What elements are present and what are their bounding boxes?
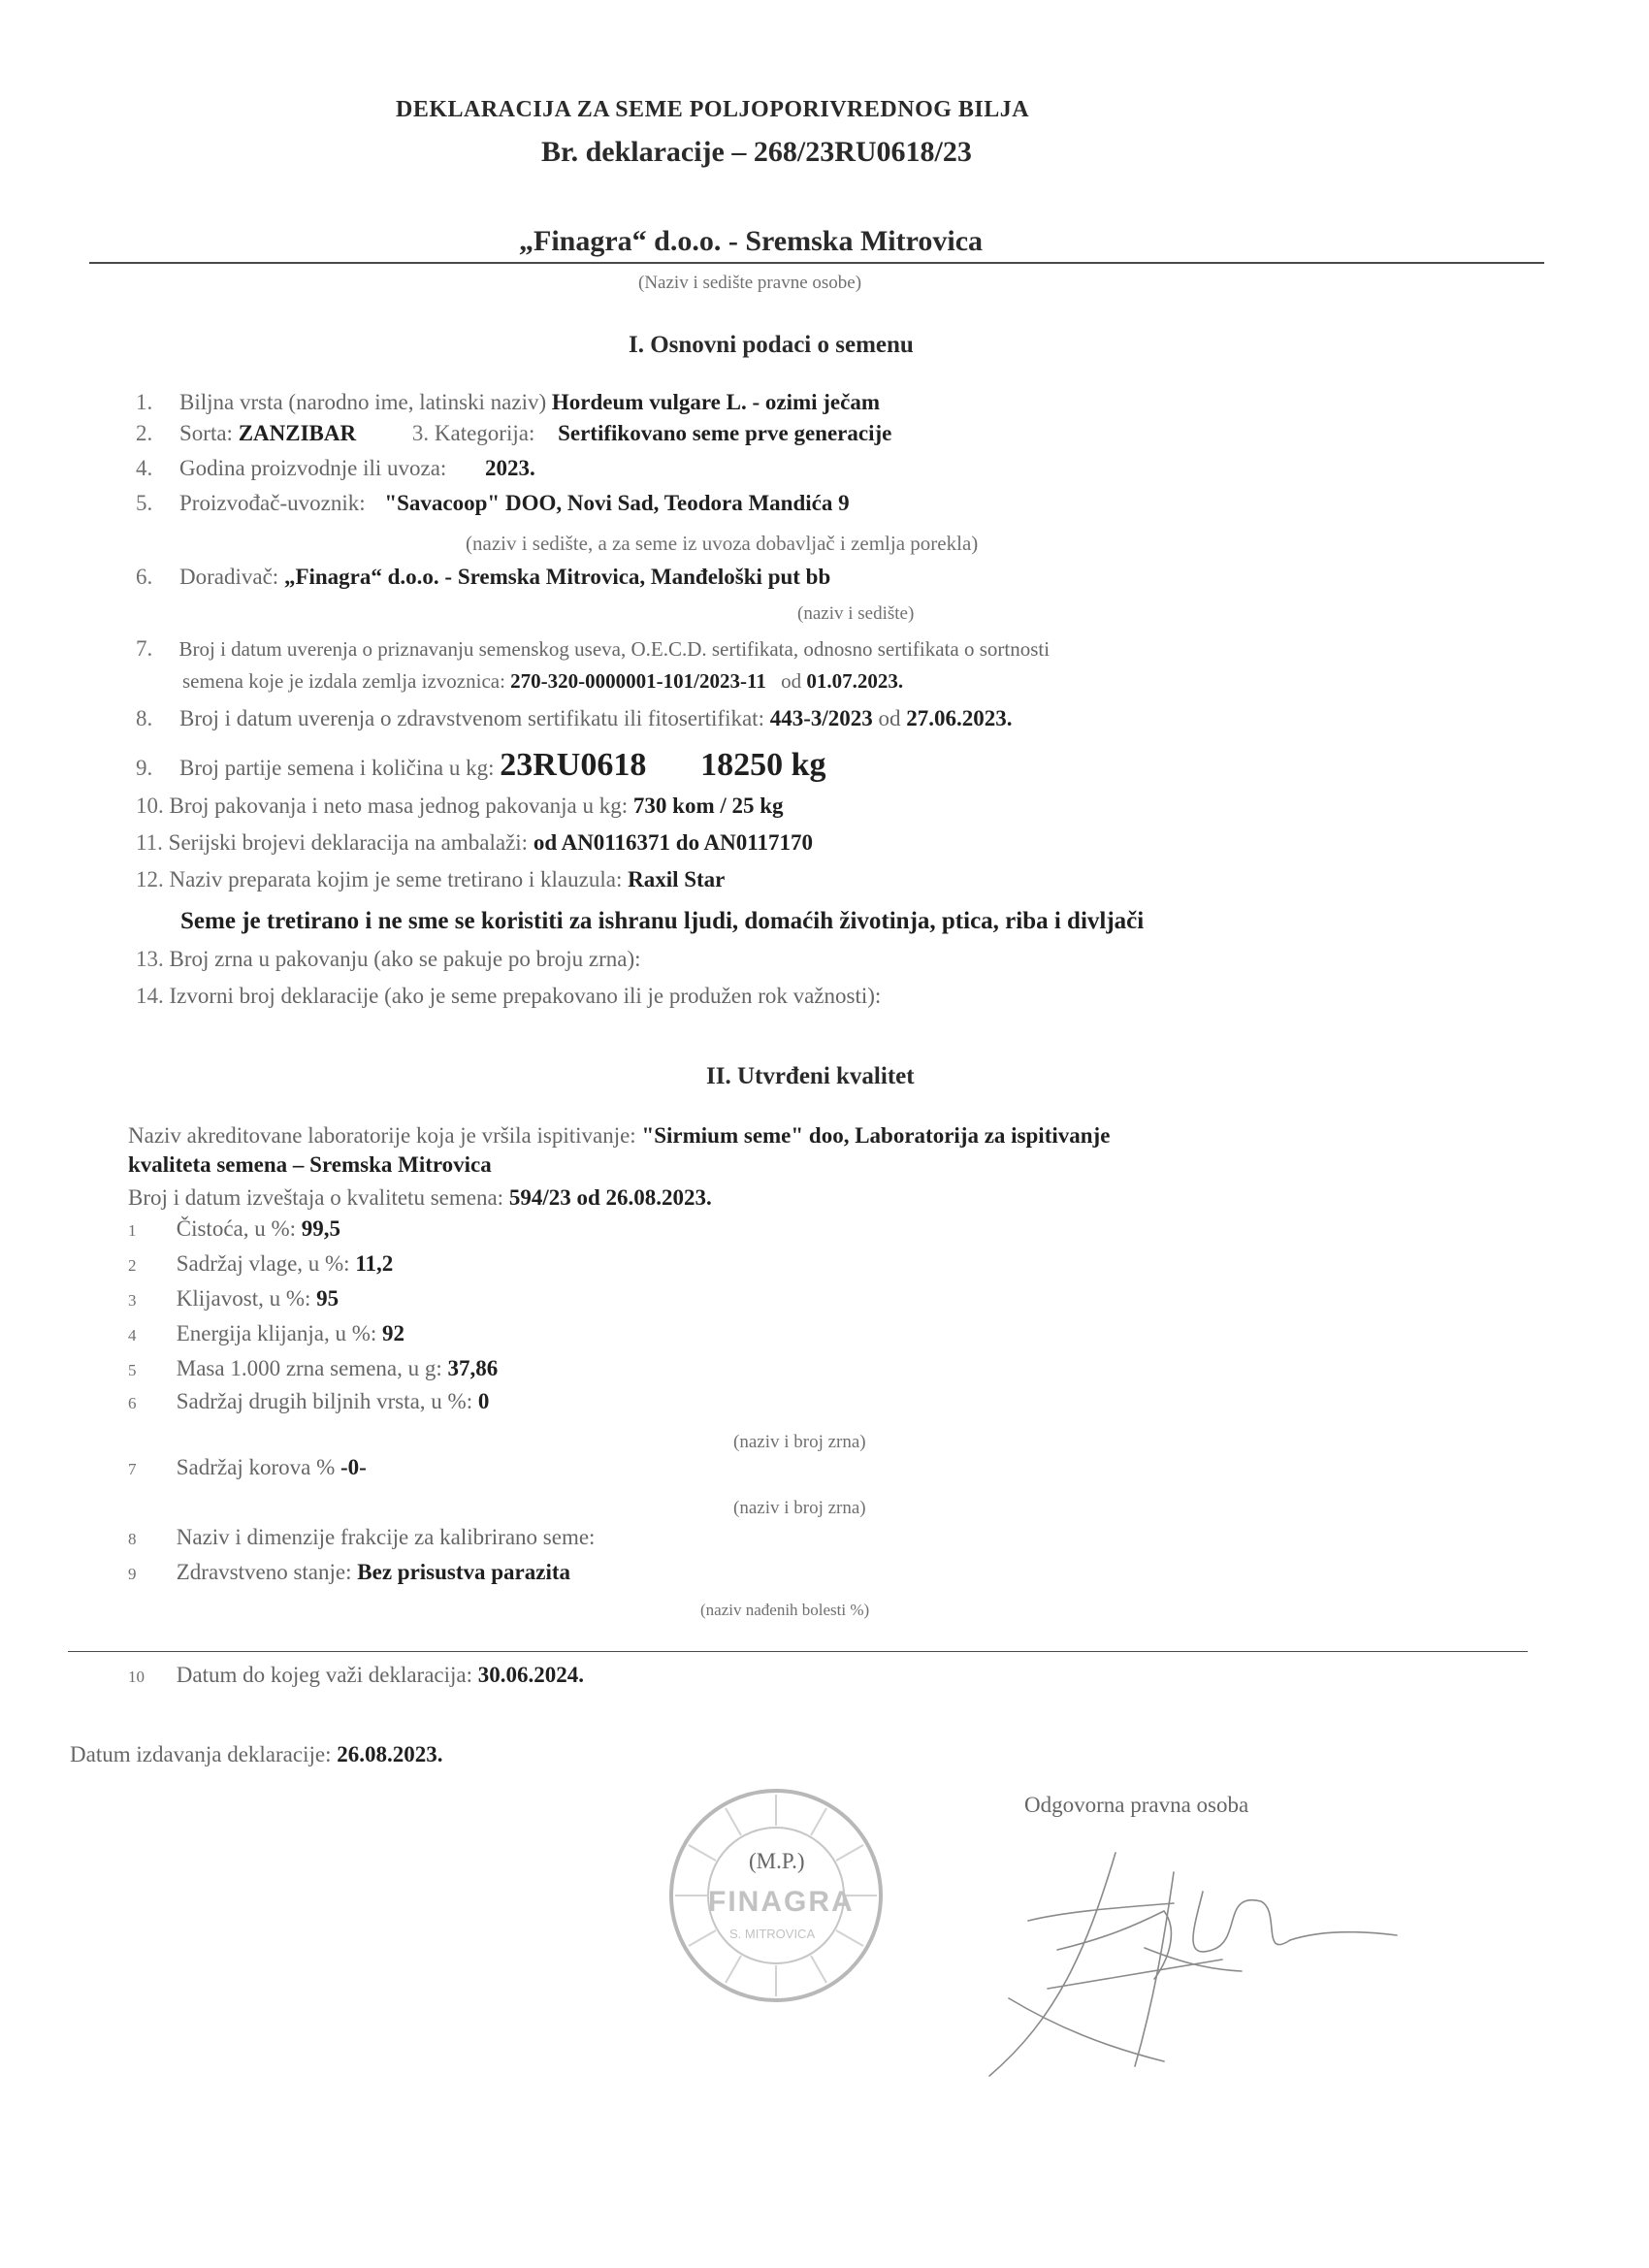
serials-value: od AN0116371 do AN0117170 — [533, 830, 814, 855]
item-number: 9. — [136, 756, 153, 780]
item-number: 5 — [128, 1361, 137, 1379]
section1-title: I. Osnovni podaci o semenu — [629, 332, 914, 358]
mass-label: Masa 1.000 zrna semena, u g: — [176, 1356, 442, 1380]
validity-value: 30.06.2024. — [477, 1663, 585, 1687]
year-value: 2023. — [485, 456, 535, 480]
stamp-city: S. MITROVICA — [729, 1927, 816, 1941]
stamp-company-name: FINAGRA — [708, 1886, 855, 1918]
quality-item — [128, 1663, 584, 1688]
quality-item — [128, 1216, 340, 1242]
grain-count-label: Broj zrna u pakovanju (ako se pakuje po broju zrna): — [169, 947, 641, 971]
health-value: Bez prisustva parazita — [357, 1560, 571, 1584]
list-item — [136, 421, 891, 446]
item-number: 13. — [136, 947, 164, 971]
certificate-od: od — [781, 669, 802, 693]
packages-label: Broj pakovanja i neto masa jednog pakovanja u kg: — [169, 794, 629, 818]
germination-value: 95 — [316, 1286, 340, 1311]
other-species-label: Sadržaj drugih biljnih vrsta, u %: — [176, 1389, 473, 1413]
packages-value: 730 kom / 25 kg — [632, 794, 784, 818]
treatment-value: Raxil Star — [628, 867, 726, 891]
list-item — [136, 390, 880, 415]
report-label: Broj i datum izveštaja o kvalitetu semena: — [128, 1185, 504, 1210]
lab-line — [128, 1123, 1110, 1149]
phyto-od: od — [878, 706, 901, 730]
report-value: 594/23 od 26.08.2023. — [508, 1185, 712, 1210]
report-line — [128, 1185, 712, 1211]
processor-label: Doradivač: — [179, 565, 279, 589]
item-number: 1 — [128, 1221, 137, 1240]
producer-label: Proizvođač-uvoznik: — [179, 491, 366, 515]
signature-icon — [970, 1833, 1436, 2086]
item-number: 5. — [136, 491, 153, 515]
energy-label: Energija klijanja, u %: — [176, 1321, 377, 1345]
lot-number: 23RU0618 — [500, 747, 647, 783]
treatment-clause: Seme je tretirano i ne sme se koristiti za ishranu ljudi, domaćih životinja, ptica, riba i divljači — [180, 908, 1145, 934]
validity-label: Datum do kojeg važi deklaracija: — [176, 1663, 473, 1687]
issue-date-line — [70, 1742, 442, 1767]
item-number: 6. — [136, 565, 153, 589]
certificate-number: 270-320-0000001-101/2023-11 — [510, 669, 766, 693]
moisture-value: 11,2 — [355, 1251, 394, 1276]
certificate-label: Broj i datum uverenja o priznavanju semenskog useva, O.E.C.D. sertifikata, odnosno sertifikata o sortnosti — [178, 637, 1051, 661]
item-number: 3 — [128, 1291, 137, 1310]
fraction-label: Naziv i dimenzije frakcije za kalibrirano seme: — [176, 1525, 596, 1549]
issue-date-label: Datum izdavanja deklaracije: — [70, 1742, 332, 1766]
other-species-caption: (naziv i broj zrna) — [733, 1432, 866, 1452]
germination-label: Klijavost, u %: — [176, 1286, 311, 1311]
item-number: 10. — [136, 794, 164, 818]
moisture-label: Sadržaj vlage, u %: — [176, 1251, 350, 1276]
species-value: Hordeum vulgare L. - ozimi ječam — [551, 390, 881, 414]
company-name: „Finagra“ d.o.o. - Sremska Mitrovica — [519, 225, 984, 257]
signature — [970, 1833, 1436, 2086]
quality-item — [128, 1455, 367, 1480]
responsible-person-label: Odgovorna pravna osoba — [1024, 1793, 1249, 1817]
phyto-date: 27.06.2023. — [906, 706, 1013, 730]
lot-quantity: 18250 kg — [700, 747, 826, 783]
mass-value: 37,86 — [447, 1356, 499, 1380]
divider-line — [68, 1651, 1528, 1652]
list-item — [136, 456, 535, 481]
item-number: 12. — [136, 867, 164, 891]
original-number-label: Izvorni broj deklaracije (ako je seme prepakovano ili je produžen rok važnosti): — [169, 984, 882, 1008]
weeds-label: Sadržaj korova % — [176, 1455, 336, 1479]
quality-item — [128, 1356, 498, 1381]
list-item — [136, 706, 1013, 731]
list-item — [136, 747, 826, 784]
item-number: 10 — [128, 1668, 145, 1686]
treatment-label: Naziv preparata kojim je seme tretirano i klauzula: — [169, 867, 623, 891]
item-number: 8 — [128, 1530, 137, 1548]
phyto-number: 443-3/2023 — [769, 706, 873, 730]
lab-value-cont: kvaliteta semena – Sremska Mitrovica — [128, 1152, 492, 1177]
quality-item — [128, 1321, 404, 1346]
quality-item — [128, 1286, 339, 1312]
year-label: Godina proizvodnje ili uvoza: — [179, 456, 447, 480]
lot-label: Broj partije semena i količina u kg: — [179, 756, 495, 780]
serials-label: Serijski brojevi deklaracija na ambalaži: — [168, 830, 529, 855]
category-label: Kategorija: — [434, 421, 535, 445]
item-number: 4 — [128, 1326, 137, 1345]
item-number: 8. — [136, 706, 153, 730]
item-number: 9 — [128, 1565, 137, 1583]
energy-value: 92 — [382, 1321, 405, 1345]
quality-item — [128, 1560, 570, 1585]
item-number: 14. — [136, 984, 164, 1008]
category-value: Sertifikovano seme prve generacije — [558, 421, 892, 445]
section2-title: II. Utvrđeni kvalitet — [706, 1063, 915, 1089]
item-number: 6 — [128, 1394, 137, 1412]
company-caption: (Naziv i sedište pravne osobe) — [638, 273, 862, 293]
list-item — [136, 636, 1050, 662]
item-number: 4. — [136, 456, 153, 480]
item-number: 2 — [128, 1256, 137, 1275]
list-item — [136, 830, 813, 856]
weeds-value: -0- — [340, 1455, 367, 1479]
list-item — [136, 491, 850, 516]
item-number: 11. — [136, 830, 163, 855]
certificate-label-cont: semena koje je izdala zemlja izvoznica: — [182, 669, 505, 693]
issue-date-value: 26.08.2023. — [337, 1742, 443, 1766]
variety-value: ZANZIBAR — [238, 421, 357, 445]
producer-caption: (naziv i sedište, a za seme iz uvoza dobavljač i zemlja porekla) — [466, 532, 979, 555]
lab-value: "Sirmium seme" doo, Laboratorija za ispitivanje — [641, 1123, 1111, 1148]
producer-value: "Savacoop" DOO, Novi Sad, Teodora Mandića 9 — [384, 491, 850, 515]
list-item — [136, 947, 641, 972]
other-species-value: 0 — [477, 1389, 490, 1413]
certificate-date: 01.07.2023. — [806, 669, 904, 693]
quality-item — [128, 1389, 489, 1414]
quality-item — [128, 1251, 393, 1277]
purity-value: 99,5 — [301, 1216, 341, 1241]
processor-caption: (naziv i sedište) — [797, 603, 915, 624]
processor-value: „Finagra“ d.o.o. - Sremska Mitrovica, Manđeloški put bb — [283, 565, 831, 589]
health-label: Zdravstveno stanje: — [176, 1560, 352, 1584]
list-item-continued — [182, 669, 903, 694]
company-underline — [89, 262, 1544, 264]
purity-label: Čistoća, u %: — [176, 1216, 297, 1241]
health-caption: (naziv nađenih bolesti %) — [700, 1601, 870, 1619]
item-number: 7 — [128, 1460, 137, 1478]
item-number: 3. — [411, 421, 430, 445]
weeds-caption: (naziv i broj zrna) — [733, 1498, 866, 1518]
stamp-mp-label: (M.P.) — [749, 1849, 805, 1873]
list-item — [136, 984, 881, 1009]
declaration-title: DEKLARACIJA ZA SEME POLJOPORIVREDNOG BILJA — [396, 97, 1030, 122]
variety-label: Sorta: — [179, 421, 233, 445]
list-item — [136, 867, 725, 892]
lab-label: Naziv akreditovane laboratorije koja je vršila ispitivanje: — [128, 1123, 636, 1148]
item-number: 7. — [136, 636, 153, 661]
list-item — [136, 794, 784, 819]
list-item — [136, 565, 830, 590]
phyto-label: Broj i datum uverenja o zdravstvenom sertifikatu ili fitosertifikat: — [179, 706, 764, 730]
quality-item — [128, 1525, 595, 1550]
item-number: 2. — [136, 421, 153, 445]
declaration-number: Br. deklaracije – 268/23RU0618/23 — [541, 136, 972, 168]
species-label: Biljna vrsta (narodno ime, latinski naziv) — [179, 390, 547, 414]
item-number: 1. — [136, 390, 153, 414]
